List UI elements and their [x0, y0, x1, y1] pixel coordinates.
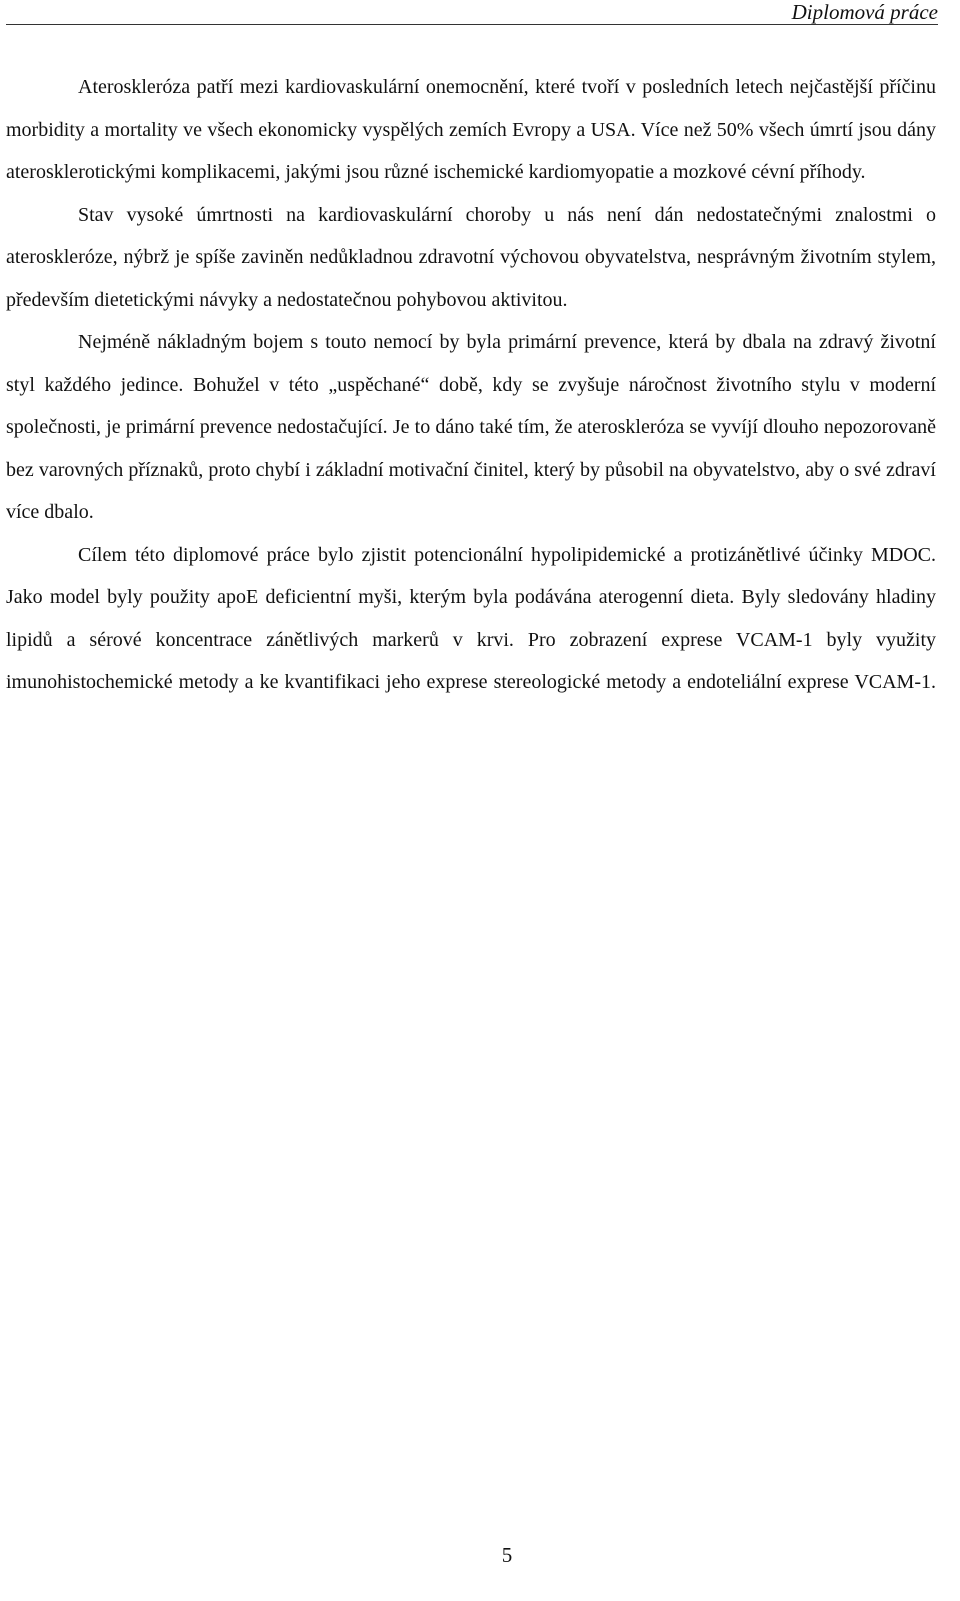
running-header: [6, 0, 938, 25]
body-text: [6, 66, 936, 704]
paragraph-3: Nejméně nákladným bojem s touto nemocí by byla primární prevence, která by dbala na zdravý životní styl každého jedince. Bohužel v této „uspěchané“ době, kdy se zvyšuje náročnost životního stylu v moderní společnosti, je primární prevence nedostačující. Je to dáno také tím, že ateroskleróza se vyvíjí dlouho nepozorovaně bez varovných příznaků, proto chybí i základní motivační činitel, který by působil na obyvatelstvo, aby o své zdraví více dbalo.: [6, 331, 936, 523]
paragraph-2: Stav vysoké úmrtnosti na kardiovaskulární choroby u nás není dán nedostatečnými znalostmi o ateroskleróze, nýbrž je spíše zaviněn nedůkladnou zdravotní výchovou obyvatelstva, nesprávným životním stylem, především dietetickými návyky a nedostatečnou pohybovou aktivitou.: [6, 203, 936, 311]
paragraph-4: Cílem této diplomové práce bylo zjistit potencionální hypolipidemické a protizánětlivé účinky MDOC. Jako model byly použity apoE deficientní myši, kterým byla podávána aterogenní dieta. Byly sledovány hladiny lipidů a sérové koncentrace zánětlivých markerů v krvi. Pro zobrazení exprese VCAM-1 byly využity imunohistochemické metody a ke kvantifikaci jeho exprese stereologické metody a endoteliální exprese VCAM-1.: [6, 543, 936, 693]
page-number: 5: [501, 1543, 513, 1567]
paragraph-1: Ateroskleróza patří mezi kardiovaskulární onemocnění, které tvoří v posledních letech nejčastější příčinu morbidity a mortality ve všech ekonomicky vyspělých zemích Evropy a USA. Více než 50% všech úmrtí jsou dány aterosklerotickými komplikacemi, jakými jsou různé ischemické kardiomyopatie a mozkové cévní příhody.: [6, 76, 936, 183]
header-title: Diplomová práce: [791, 0, 938, 24]
